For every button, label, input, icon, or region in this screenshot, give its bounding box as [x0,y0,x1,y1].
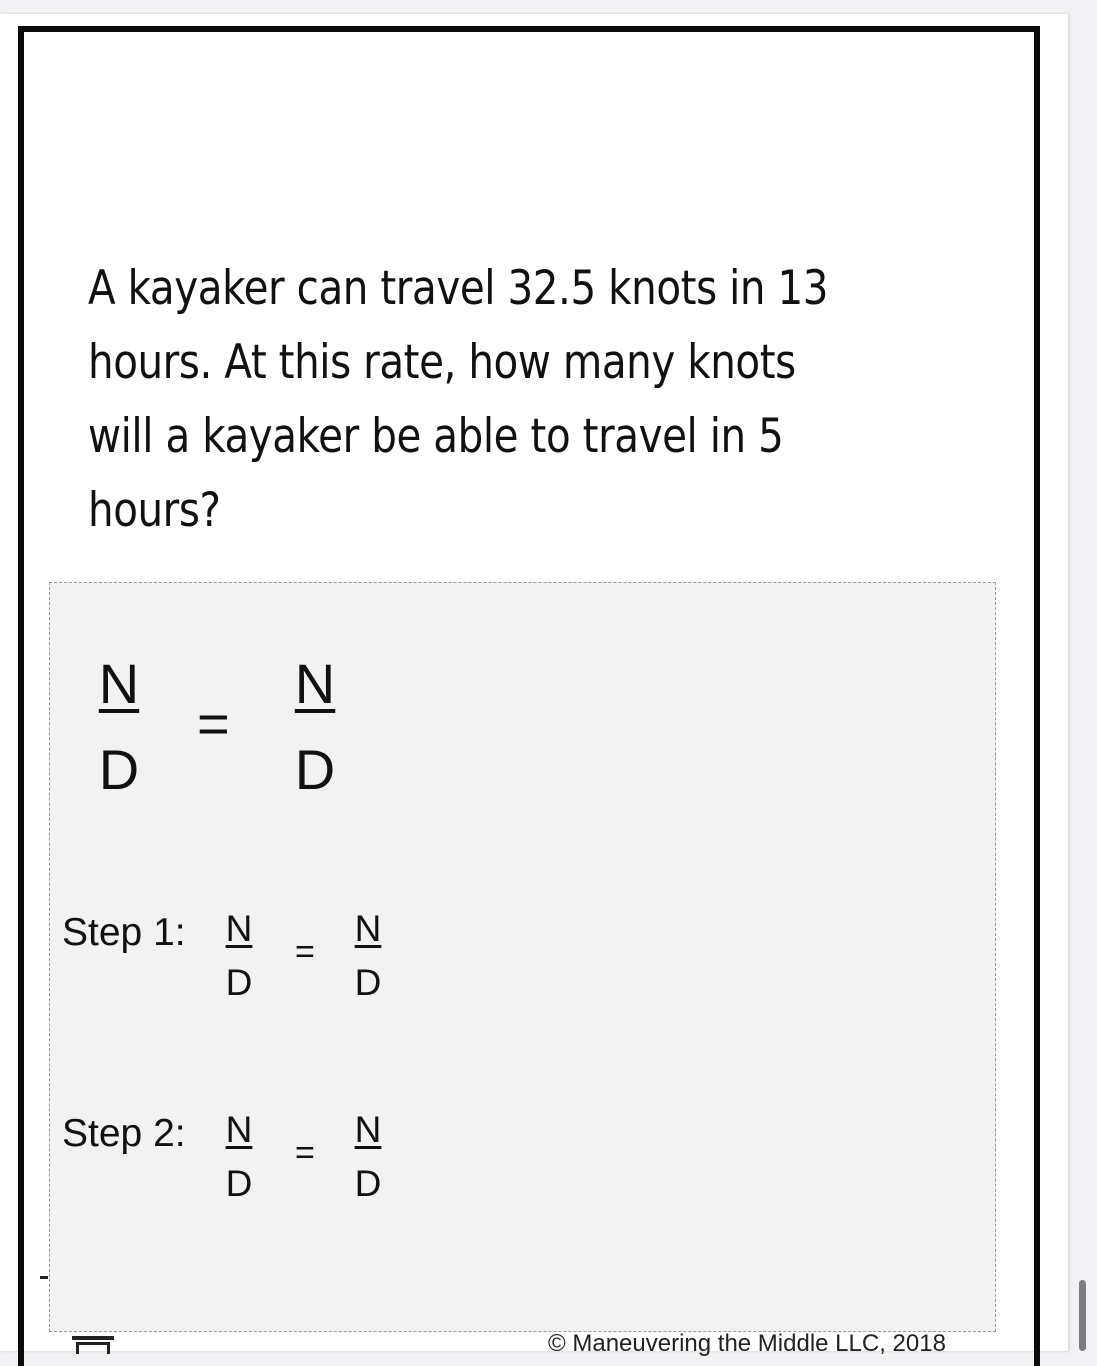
copyright-text: © Maneuvering the Middle LLC, 2018 [548,1330,946,1357]
step-1-left-fraction[interactable] [219,909,259,1003]
main-left-fraction[interactable] [89,653,149,801]
fraction-denominator: D [225,962,253,1003]
fraction-denominator: D [98,738,140,801]
step-2-label: Step 2: [62,1112,186,1155]
fraction-numerator: N [354,908,382,949]
question-text: A kayaker can travel 32.5 knots in 13 hours. At this rate, how many knots will a kayaker be able to travel in 5 hours? [88,261,829,538]
scrollbar-thumb[interactable] [1079,1280,1086,1351]
trash-icon[interactable] [70,1334,116,1354]
fraction-numerator: N [354,1109,382,1150]
side-marker [40,1276,48,1279]
fraction-numerator: N [294,652,336,715]
fraction-numerator: N [225,908,253,949]
fraction-numerator: N [225,1109,253,1150]
step-1-equals-sign: = [295,933,315,971]
step-1-right-fraction[interactable] [348,909,388,1003]
fraction-denominator: D [225,1163,253,1204]
answer-box[interactable] [49,582,996,1332]
fraction-denominator: D [294,738,336,801]
fraction-numerator: N [98,652,140,715]
fraction-denominator: D [354,962,382,1003]
fraction-denominator: D [354,1163,382,1204]
step-2-right-fraction[interactable] [348,1110,388,1204]
step-2-left-fraction[interactable] [219,1110,259,1204]
main-equals-sign: = [197,692,230,755]
step-1-label: Step 1: [62,911,186,954]
main-right-fraction[interactable] [285,653,345,801]
step-2-equals-sign: = [295,1134,315,1172]
